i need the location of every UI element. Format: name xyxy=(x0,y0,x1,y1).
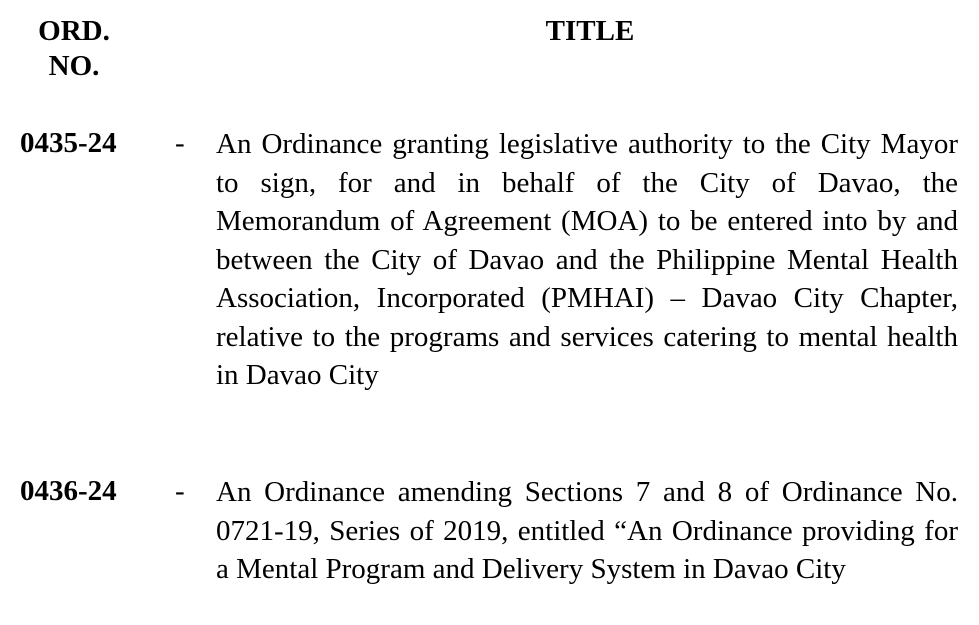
ordinance-dash: - xyxy=(175,475,185,507)
ordinance-title: An Ordinance amending Sections 7 and 8 of Ordinance No. 0721-19, Series of 2019, entitled “An Ordinance providing for a Mental Program and Delivery System in Davao City xyxy=(216,476,958,585)
ordinance-number: 0435-24 xyxy=(20,127,117,159)
title-header: TITLE xyxy=(545,15,635,47)
ordinance-title: An Ordinance granting legislative authority to the City Mayor to sign, for and in behalf of the City of Davao, the Memorandum of Agreement (MOA) to be entered into by and between the City of Davao and the Philippine Mental Health Association, Incorporated (PMHAI) – Davao City Chapter, relative to the programs and services catering to mental health in Davao City xyxy=(216,128,958,391)
ord-no-header xyxy=(22,14,126,84)
ord-no-header-line1: ORD. xyxy=(38,15,110,47)
ord-no-header-line2: NO. xyxy=(48,50,100,82)
ordinance-number: 0436-24 xyxy=(20,475,117,507)
ordinance-dash: - xyxy=(175,127,185,159)
